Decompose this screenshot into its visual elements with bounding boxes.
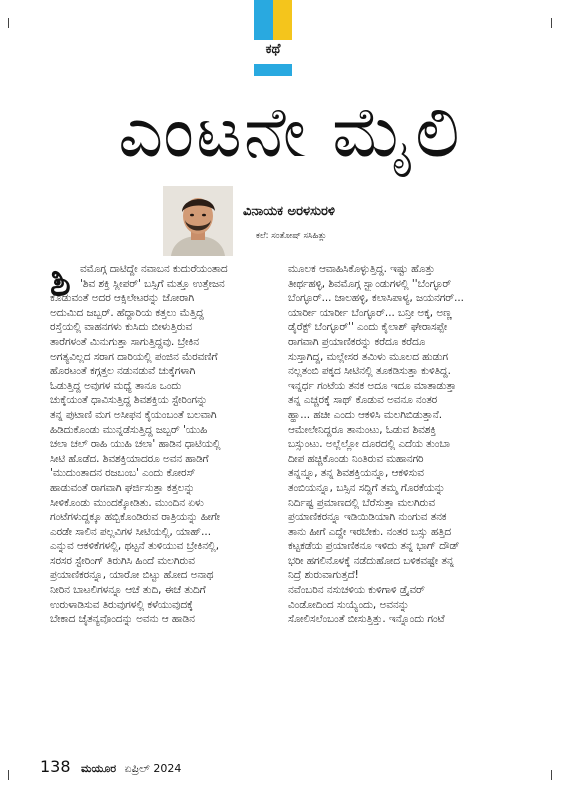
text-line: ಎರಡೇ ಸಾಲಿನ ಪಲ್ಲವಿಗಳ ಸೀಟಿಯಲ್ಲಿ, ಯಾಹ್... [50, 525, 211, 538]
text-line: ಕೊಡುವಂತೆ ಅದರ ಆಕ್ಸಿಲೇಟರನ್ನು ಜೋರಾಗಿ [50, 292, 194, 305]
illustration-credit: ಕಲೆ: ಸಂತೋಷ್ ಸಸಿಹಿತ್ಲು [256, 231, 327, 241]
text-line: ಮೂಲಕ ಆವಾಹಿಸಿಕೊಳ್ಳುತ್ತಿದ್ದ. ಇಷ್ಟು ಹೊತ್ತು [288, 263, 435, 275]
text-line: ಸುಸ್ತಾಗಿದ್ದ, ಮಲ್ಲೇಸರ ತಮಿಳು ಮೂಲದ ಹುಡುಗ [288, 350, 448, 363]
text-line: ದೀಪ ಹಚ್ಚಿಕೊಂಡು ನಿಂತಿರುವ ಮಹಾನಗರಿ [288, 452, 424, 465]
text-line: ವಿಂಡೋದಿಂದ ಸುಯ್ಯೆಂದು, ಅವನನ್ನು [288, 598, 409, 611]
text-line: ಗಂಟೆಗಳುದ್ದಕ್ಕೂ ಹಬ್ಬಿಕೊಂಡಿರುವ ರಾತ್ರಿಯನ್ನು ಹೀಗೇ [50, 511, 220, 524]
page-number: 138 [40, 757, 71, 776]
text-line: ಹ್ಹಾ... ಹಚೀ ಎಂದು ಆಕಳಿಸಿ ಮಲಗಿಬಿಡುತ್ತಾನೆ. [288, 408, 443, 421]
text-line: ತನ್ನನ್ನೂ, ತನ್ನ ಶಿವಶಕ್ತಿಯನ್ನೂ, ಆಕಳಿಸುವ [288, 467, 424, 480]
text-line: ಪ್ರಯಾಣಿಕರನ್ನೂ, ಯಾರೋ ಬಿಟ್ಟು ಹೋದ ಅನಾಥ [50, 569, 214, 582]
drop-cap: ಶಿ [50, 259, 71, 304]
page-footer [40, 757, 181, 776]
text-line: 'ಮುದುಂತಾದನ ರಜಬಂಬ' ಎಂದು ಕೋರಸ್ [50, 467, 196, 480]
logo-blue-block [254, 0, 273, 40]
text-line: 'ಶಿವ ಶಕ್ತಿ ಸ್ಲೀಪರ್' ಬಸ್ಸಿಗೆ ಮತ್ತೂ ಉತ್ತೇಜನ [80, 277, 225, 290]
text-line: ಕಟ್ಟಕಡೆಯ ಪ್ರಯಾಣಿಕನೂ ಇಳಿದು ತನ್ನ ಭಾಗ್ ದೌಡ್ [288, 540, 460, 553]
text-line: ಹಿಡಿದುಕೊಂಡು ಮುನ್ನಡೆಸುತ್ತಿದ್ದ ಜಬ್ಬರ್ 'ಯುಹಿ [50, 423, 208, 436]
author-portrait-icon [163, 186, 233, 256]
crop-mark [8, 18, 9, 28]
text-line: ಯಾರ್ರೀ ಯಾರ್ರೀ ಬೆಂಗ್ಳೂರ್... ಬನ್ರೀ ಅಕ್ಕ, ಅಣ್ಣ [288, 306, 452, 319]
text-line: ತಾನು ಹೀಗೆ ಎದ್ದೇ ಇರಬೇಕು. ನಂತರ ಬಸ್ಸು ಹತ್ತಿದ [288, 525, 452, 538]
issue-date: ಏಪ್ರಿಲ್ 2024 [124, 762, 182, 775]
text-line: ನಿರ್ದಿಷ್ಟ ಪ್ರಮಾಣದಲ್ಲಿ ಬೆರೆಸುತ್ತಾ ಮಲಗಿರುವ [288, 496, 435, 509]
section-label: ಕಥೆ [265, 42, 281, 57]
text-line: ಎನ್ನುವ ಆಕಳಿಕೆಗಳಲ್ಲಿ, ಥಟ್ಟನೆ ತುಳಿಯುವ ಬ್ರೇಕಿನಲ್ಲಿ, [50, 540, 219, 553]
text-line: ನವೆಂಬರಿನ ನಸುಚಳಿಯ ಕುಳಿಗಾಳಿ ಡ್ರೈವರ್ [288, 584, 425, 597]
text-line: ಅದುಮಿದ ಜಬ್ಬರ್. ಹೆದ್ದಾರಿಯ ಕತ್ತಲು ಮೆತ್ತಿದ್ದ [50, 306, 204, 319]
text-line: ಸೋಲಿಸಲೆಂಬಂತೆ ಬೀಸುತ್ತಿತ್ತು. ಇನ್ನೊಂದು ಗಂಟೆ [288, 613, 445, 626]
text-line: ಡೈರೆಕ್ಟ್ ಬೆಂಗ್ಳೂರ್'' ಎಂದು ಕೈಲಾಶ್ ಘೇರಾಸಪ್ಪೇ [288, 321, 448, 334]
text-line: ತಂಬಿಯನ್ನೂ, ಬಸ್ಸಿನ ಸದ್ದಿಗೆ ತಮ್ಮ ಗೊರಕೆಯನ್ನು [288, 481, 445, 494]
text-line: ಹಾಡುವಂತೆ ರಾಗವಾಗಿ ಘರ್ಜಿಸುತ್ತಾ ಕತ್ತಲನ್ನು [50, 481, 195, 494]
text-line: ಆಮೇಲೇನಿದ್ದರೂ ತಾನುಂಟು, ಓಡುವ ಶಿವಶಕ್ತಿ [288, 423, 437, 436]
crop-mark [551, 770, 552, 780]
text-line: ಹೊರಟಂತೆ ಕಗ್ಗತ್ತಲ ನಡುನಡುವೆ ಚುಕ್ಕೆಗಳಾಗಿ [50, 365, 196, 378]
text-line: ನಲ್ಲತಂಬಿ ಪಕ್ಕದ ಸೀಟಿನಲ್ಲಿ ತೂಕಡಿಸುತ್ತಾ ಕುಳಿತಿದ್ದ. [288, 365, 451, 378]
text-line: ಓಡುತ್ತಿದ್ದ ಅವುಗಳ ಮಧ್ಯೆ ತಾನೂ ಒಂದು [50, 379, 182, 392]
magazine-name: ಮಯೂರ [81, 762, 117, 775]
section-logo [254, 0, 292, 78]
text-line: ತೀರ್ಥಹಳ್ಳಿ, ಶಿವಮೊಗ್ಗ ಸ್ಟ್ಯಾಂಡುಗಳಲ್ಲಿ ''ಬೆಂಗ್ಳೂರ್ [288, 277, 452, 290]
text-line: ಸೀಟಿ ಹೊಡೆದ. ಶಿವಶಕ್ತಿಯಾದರೂ ಅವನ ಹಾಡಿಗೆ [50, 452, 209, 465]
text-line: ಬೇಕಾದ ಚೈತನ್ಯವೊಂದನ್ನು ಅವನು ಆ ಹಾಡಿನ [50, 613, 195, 626]
text-line: ರಸ್ತೆಯಲ್ಲಿ ವಾಹನಗಳು ಕುಸಿದು ಬೀಳುತ್ತಿರುವ [50, 321, 193, 334]
text-line: ನಿದ್ರೆ ಶುರುವಾಗುತ್ತದೆ! [288, 569, 359, 582]
right-text-column [288, 262, 542, 727]
text-line: ಉರುಳಾಡಿಸುವ ತಿರುವುಗಳಲ್ಲಿ ಕಳೆಯುವುದಕ್ಕೆ [50, 598, 194, 611]
left-text-column [50, 259, 304, 727]
story-title: ಎಂಟನೇ ಮೈಲಿ [118, 91, 462, 173]
text-line: ಬೆಂಗ್ಳೂರ್... ಜಾಲಹಳ್ಳಿ, ಕಲಾಸಿಪಾಳ್ಯ, ಜಯನಗರ್... [288, 292, 464, 305]
text-line: ಸರಸರ ಸ್ಟೇರಿಂಗ್ ತಿರುಗಿಸಿ ಹಿಂದೆ ಮಲಗಿರುವ [50, 554, 195, 567]
text-line: ನೀರಿನ ಬಾಟಲಿಗಳನ್ನೂ ಆಚೆ ತುದಿ, ಈಚೆ ತುದಿಗೆ [50, 584, 206, 597]
author-photo [163, 186, 233, 256]
text-line: ಪ್ರಯಾಣಿಕರನ್ನೂ ಇಡಿಯಿಡಿಯಾಗಿ ನುಂಗುವ ತನಕ [288, 511, 447, 524]
text-line: ಬಸ್ಸುಂಟು. ಅಲ್ಲೆಲ್ಲೋ ದೂರದಲ್ಲಿ ಎದೆಯ ತುಂಬಾ [288, 438, 451, 451]
text-line: ಇನ್ನರ್ಧ ಗಂಟೆಯ ತನಕ ಅದೂ ಇದೂ ಮಾತಾಡುತ್ತಾ [288, 379, 457, 392]
author-name: ವಿನಾಯಕ ಅರಳಸುರಳಿ [243, 204, 336, 219]
logo-yellow-block [273, 0, 292, 40]
text-line: ತನ್ನ ಎಚ್ಚರಕ್ಕೆ ಸಾಥ್ ಕೊಡುವ ಅವನೂ ನಂತರ [288, 394, 438, 407]
text-line: ತಾರೆಗಳಂತೆ ಮಿನುಗುತ್ತಾ ಸಾಗುತ್ತಿದ್ದವು. ಬ್ರೇಕಿನ [50, 335, 199, 348]
text-line: ಭರೀ ಹಗಲಿನೊಳಕ್ಕೆ ನಡೆದುಹೋದ ಬಳಿಕವಷ್ಟೇ ತನ್ನ [288, 554, 454, 567]
text-line: ರಾಗವಾಗಿ ಪ್ರಯಾಣಿಕರನ್ನು ಕರೆದೂ ಕರೆದೂ [288, 335, 426, 348]
crop-mark [8, 770, 9, 780]
text-line: ತನ್ನ ಪುಟಾಣಿ ಮಗ ಅಸೀಫನ ಕೈಯಂಬಂತೆ ಬಲವಾಗಿ [50, 408, 217, 421]
text-line: ಅಗತ್ಯವಿಲ್ಲದ ಸರಾಗ ದಾರಿಯಲ್ಲಿ ಪಂಜಿನ ಮೆರವಣಿಗೆ [50, 350, 218, 363]
crop-mark [551, 18, 552, 28]
text-line: ಸೀಳಿಕೊಂಡು ಮುಂದಕ್ಕೋಡಿತು. ಮುಂದಿನ ಏಳು [50, 496, 204, 509]
logo-blue-band [254, 64, 292, 76]
text-line: ವಮೊಗ್ಗ ದಾಟಿದ್ದೇ ನವಾಬನ ಕುದುರೆಯಂತಾದ [80, 263, 228, 275]
text-line: ಚಲಾ ಚಲ್ ರಾಹಿ ಯುಹಿ ಚಲಾ' ಹಾಡಿನ ಧಾಟಿಯಲ್ಲಿ [50, 438, 221, 451]
text-line: ಚುಕ್ಕೆಯಂತೆ ಧಾವಿಸುತ್ತಿದ್ದ ಶಿವಶಕ್ತಿಯ ಸ್ಟೇರಿಂಗನ್ನು [50, 394, 208, 407]
